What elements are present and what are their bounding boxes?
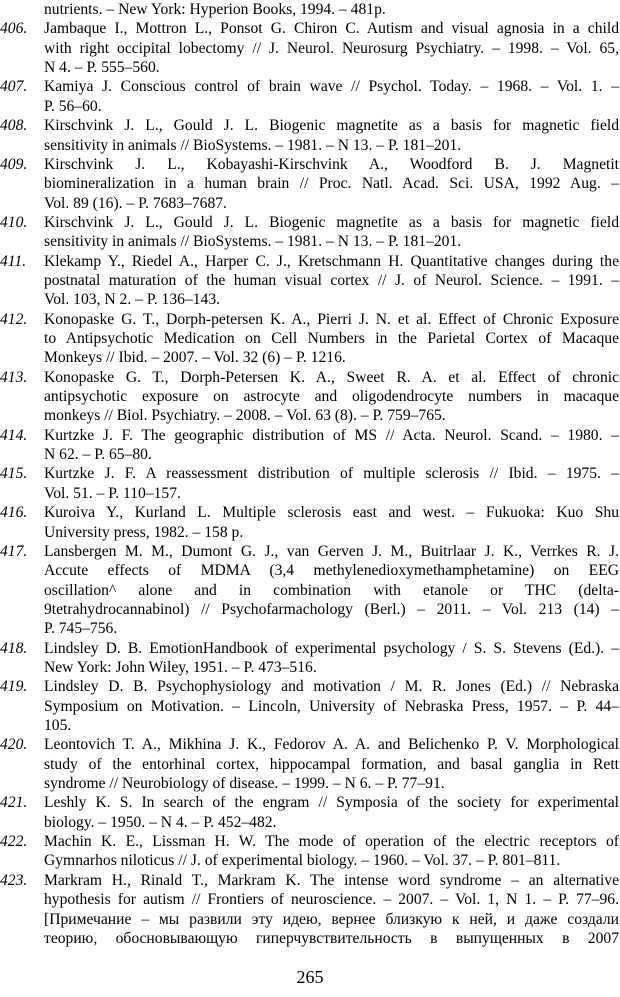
- reference-line: P. 745–756.: [44, 620, 118, 638]
- reference-number: 421.: [0, 794, 28, 812]
- reference-line: Kurtzke J. F. A reassessment distribution of multiple sclerosis // Ibid. – 1975. –: [44, 465, 619, 483]
- reference-number: 414.: [0, 426, 28, 444]
- reference-line: to Antipsychotic Medication on Cell Numbers in the Parietal Cortex of Macaque: [44, 330, 619, 347]
- reference-line: hypothesis for autism // Frontiers of neuroscience. – 2007. – Vol. 1, N 1. – P. 77–96.: [44, 891, 619, 909]
- reference-line: P. 56–60.: [44, 97, 102, 115]
- reference-number: 423.: [0, 871, 28, 889]
- reference-line: Vol. 89 (16). – P. 7683–7687.: [44, 194, 227, 212]
- reference-line: Kuroiva Y., Kurland L. Multiple sclerosis east and west. – Fukuoka: Kuo Shu: [44, 504, 619, 522]
- reference-line: Kamiya J. Conscious control of brain wave // Psychol. Today. – 1968. – Vol. 1. –: [44, 78, 619, 96]
- reference-number: 406.: [0, 20, 28, 38]
- reference-number: 418.: [0, 639, 28, 657]
- reference-line: N 4. – P. 555–560.: [44, 59, 160, 77]
- reference-line: Leshly K. S. In search of the engram // Symposia of the society for experimental: [44, 794, 619, 812]
- reference-number: 417.: [0, 542, 28, 560]
- reference-line: Konopaske G. T., Dorph-petersen K. A., Pierri J. N. et al. Effect of Chronic Exposure: [44, 310, 619, 328]
- reference-line: Kirschvink J. L., Gould J. L. Biogenic magnetite as a basis for magnetic field: [44, 117, 619, 135]
- reference-line: with right occipital lobectomy // J. Neurol. Neurosurg Psychiatry. – 1998. – Vol. 65,: [44, 39, 619, 57]
- reference-line: Gymnarhos niloticus // J. of experimental biology. – 1960. – Vol. 37. – P. 801–811.: [44, 852, 561, 870]
- reference-number: 410.: [0, 213, 28, 231]
- reference-line: monkeys // Biol. Psychiatry. – 2008. – Vol. 63 (8). – P. 759–765.: [44, 407, 446, 425]
- reference-line: Lansbergen M. M., Dumont G. J., van Gerven J. M., Buitrlaar J. K., Verrkes R. J.: [44, 542, 619, 560]
- reference-line: Kirschvink J. L., Kobayashi-Kirschvink A., Woodford B. J. Magnetit: [44, 155, 619, 173]
- reference-number: 409.: [0, 155, 28, 173]
- reference-line: Klekamp Y., Riedel A., Harper C. J., Kretschmann H. Quantitative changes during the: [44, 252, 619, 270]
- reference-number: 422.: [0, 833, 28, 851]
- page-number: 265: [296, 967, 324, 987]
- reference-line: N 62. – P. 65–80.: [44, 446, 152, 464]
- reference-number: 412.: [0, 310, 28, 328]
- reference-line: Accute effects of MDMA (3,4 methylenedioxymethamphetamine) on EEG: [44, 562, 619, 580]
- reference-line: University press, 1982. – 158 p.: [44, 523, 244, 541]
- reference-line: sensitivity in animals // BioSystems. – 1981. – N 13. – P. 181–201.: [44, 233, 462, 251]
- reference-line: Symposium on Motivation. – Lincoln, University of Nebraska Press, 1957. – P. 44–: [44, 697, 619, 715]
- reference-line: Markram H., Rinald T., Markram K. The intense word syndrome – an alternative: [44, 871, 619, 889]
- reference-line: Kirschvink J. L., Gould J. L. Biogenic magnetite as a basis for magnetic field: [44, 213, 619, 231]
- reference-line: biomineralization in a human brain // Proc. Natl. Acad. Sci. USA, 1992 Aug. –: [44, 175, 619, 193]
- reference-line: Monkeys // Ibid. – 2007. – Vol. 32 (6) – P. 1216.: [44, 349, 346, 367]
- reference-number: 416.: [0, 504, 28, 522]
- reference-number: 413.: [0, 368, 28, 386]
- reference-line: Machin K. E., Lissman H. W. The mode of operation of the electric receptors of: [44, 833, 619, 851]
- reference-number: 408.: [0, 117, 28, 135]
- reference-line: 9tetrahydrocannabinol) // Psychofarmachology (Berl.) – 2011. – Vol. 213 (14) –: [44, 600, 619, 618]
- reference-number: 411.: [0, 252, 27, 270]
- reference-line: postnatal maturation of the human visual cortex // J. of Neurol. Science. – 1991. –: [44, 271, 619, 289]
- reference-line: Leontovich T. A., Mikhina J. K., Fedorov A. A. and Belichenko P. V. Morphological: [44, 736, 619, 754]
- reference-line: Jambaque I., Mottron L., Ponsot G. Chiron C. Autism and visual agnosia in a child: [44, 20, 619, 38]
- reference-line: biology. – 1950. – N 4. – P. 452–482.: [44, 813, 277, 831]
- reference-number: 419.: [0, 678, 28, 696]
- reference-line: [Примечание – мы развили эту идею, вернее близкую к ней, и даже создали: [44, 910, 619, 928]
- reference-line: nutrients. – New York: Hyperion Books, 1994. – 481p.: [44, 1, 386, 18]
- reference-line: теорию, обосновывающую гиперчувствительность в выпущенных в 2007: [44, 929, 619, 947]
- reference-number: 415.: [0, 465, 28, 483]
- reference-line: New York: John Wiley, 1951. – P. 473–516.: [44, 658, 317, 676]
- reference-line: Kurtzke J. F. The geographic distribution of MS // Acta. Neurol. Scand. – 1980. –: [44, 426, 619, 444]
- reference-line: oscillation^ alone and in combination with etanole or THC (delta-: [44, 581, 619, 599]
- reference-line: Lindsley D. B. Psychophysiology and motivation / M. R. Jones (Ed.) // Nebraska: [44, 678, 619, 696]
- reference-line: Vol. 103, N 2. – P. 136–143.: [44, 291, 221, 309]
- reference-line: antipsychotic exposure on astrocyte and oligodendrocyte numbers in macaque: [44, 388, 619, 405]
- reference-line: 105.: [44, 717, 72, 734]
- reference-line: Vol. 51. – P. 110–157.: [44, 484, 181, 502]
- reference-line: Konopaske G. T., Dorph-Petersen K. A., Sweet R. A. et al. Effect of chronic: [44, 368, 619, 386]
- reference-line: study of the entorhinal cortex, hippocampal formation, and basal ganglia in Rett: [44, 755, 619, 773]
- reference-number: 407.: [0, 78, 28, 96]
- reference-line: sensitivity in animals // BioSystems. – 1981. – N 13. – P. 181–201.: [44, 136, 462, 154]
- reference-line: syndrome // Neurobiology of disease. – 1999. – N 6. – P. 77–91.: [44, 775, 445, 792]
- reference-line: Lindsley D. B. EmotionHandbook of experimental psychology / S. S. Stevens (Ed.). –: [44, 639, 619, 657]
- reference-number: 420.: [0, 736, 28, 754]
